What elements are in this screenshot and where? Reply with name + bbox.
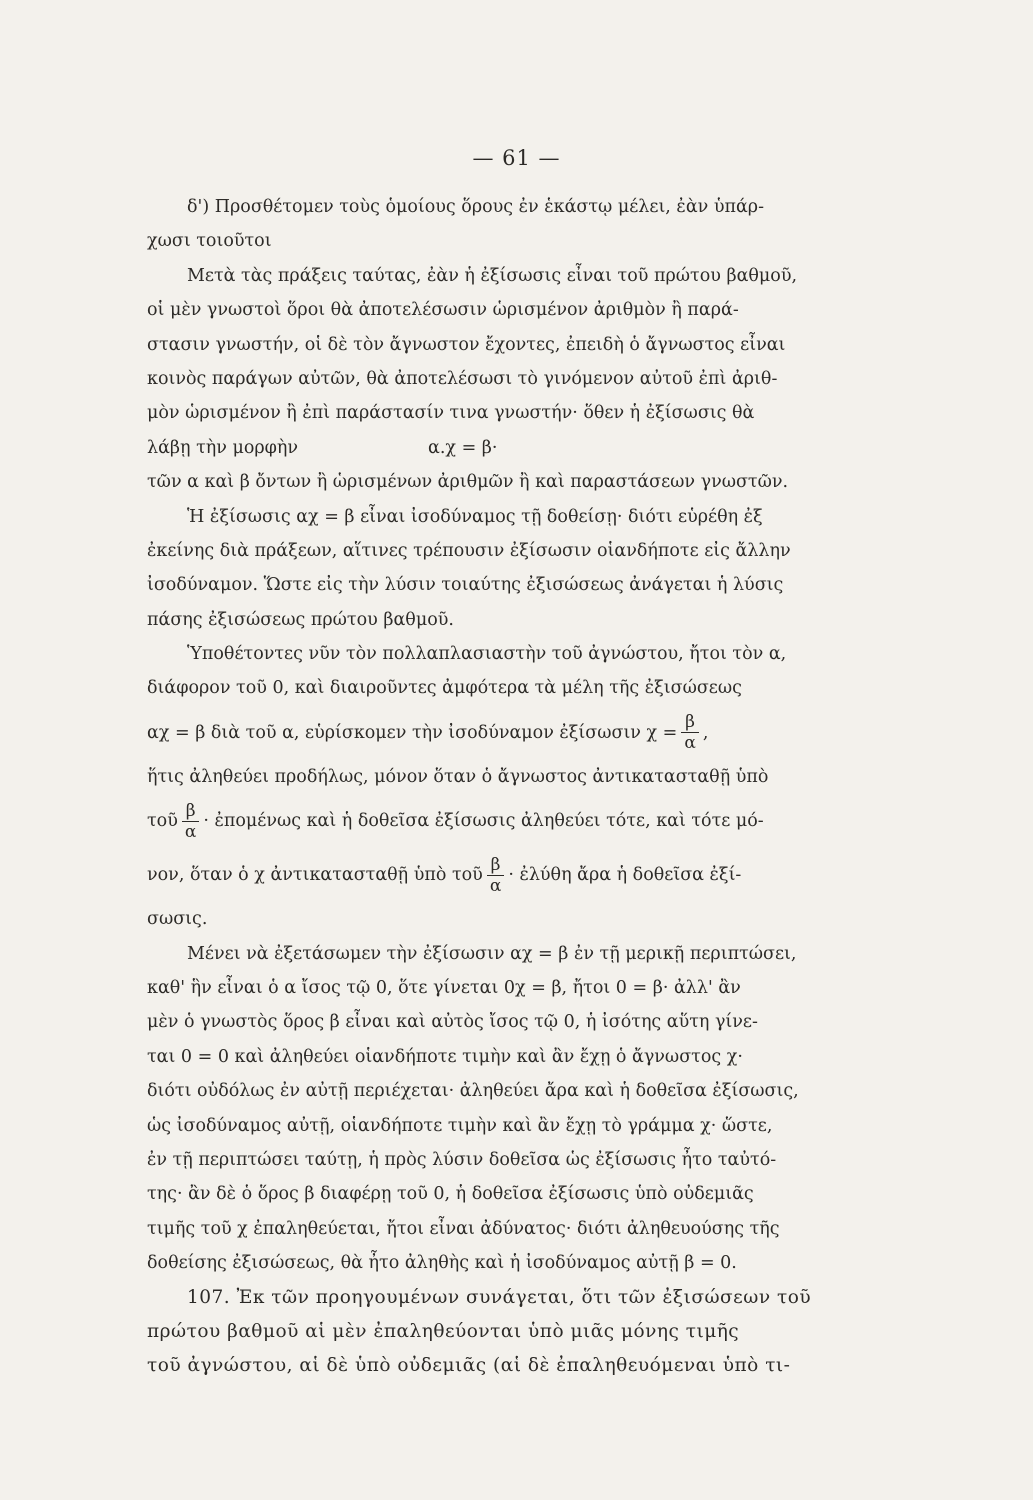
fraction (182, 801, 199, 842)
text-segment: νον, ὅταν ὁ χ ἀντικατασταθῇ ὑπὸ τοῦ (147, 865, 483, 886)
text-line: ὡς ἰσοδύναμος αὐτῇ, οἱανδήποτε τιμὴν καὶ ἂν ἔχῃ τὸ γράμμα χ· ὥστε, (147, 1115, 773, 1136)
fraction-numerator: β (185, 800, 196, 821)
text-line: της· ἂν δὲ ὁ ὅρος β διαφέρῃ τοῦ 0, ἡ δοθεῖσα ἐξίσωσις ὑπὸ οὐδεμιᾶς (147, 1184, 754, 1205)
text-line: Ἡ ἐξίσωσις αχ = β εἶναι ἰσοδύναμος τῇ δοθείσῃ· διότι εὑρέθη ἐξ (187, 506, 763, 527)
text-line (147, 431, 869, 465)
text-line: διάφορον τοῦ 0, καὶ διαιροῦντες ἀμφότερα τὰ μέλη τῆς ἐξισώσεως (147, 678, 742, 699)
text-line: κοινὸς παράγων αὐτῶν, θὰ ἀποτελέσωσι τὸ γινόμενον αὐτοῦ ἐπὶ ἀριθ- (147, 368, 778, 389)
text-line: χωσι τοιοῦτοι (147, 231, 272, 252)
text-segment: · ἐπομένως καὶ ἡ δοθεῖσα ἐξίσωσις ἀληθεύει τότε, καὶ τότε μό- (203, 811, 764, 832)
text-line: Ὑποθέτοντες νῦν τὸν πολλαπλασιαστὴν τοῦ ἀγνώστου, ἤτοι τὸν α, (187, 644, 787, 665)
text-line: πρώτου βαθμοῦ αἱ μὲν ἐπαληθεύονται ὑπὸ μιᾶς μόνης τιμῆς (147, 1320, 740, 1342)
fraction-denominator: α (487, 875, 504, 896)
text-line: Μένει νὰ ἐξετάσωμεν τὴν ἐξίσωσιν αχ = β ἐν τῇ μερικῇ περιπτώσει, (187, 943, 797, 964)
body-text (147, 190, 869, 1384)
text-segment: αχ = β διὰ τοῦ α, εὑρίσκομεν τὴν ἰσοδύναμον ἐξίσωσιν χ = (147, 722, 678, 743)
text-line (147, 794, 869, 848)
text-line: Μετὰ τὰς πράξεις ταύτας, ἐὰν ἡ ἐξίσωσις εἶναι τοῦ πρώτου βαθμοῦ, (187, 265, 798, 286)
text-line: ἐκείνης διὰ πράξεων, αἵτινες τρέπουσιν ἐξίσωσιν οἱανδήποτε εἰς ἄλλην (147, 540, 791, 561)
fraction-denominator: α (182, 821, 199, 842)
text-line: διότι οὐδόλως ἐν αὐτῇ περιέχεται· ἀληθεύει ἄρα καὶ ἡ δοθεῖσα ἐξίσωσις, (147, 1081, 799, 1102)
text-line: δ') Προσθέτομεν τοὺς ὁμοίους ὅρους ἐν ἑκάστῳ μέλει, ἐὰν ὑπάρ- (187, 197, 765, 217)
text-line: τοῦ ἀγνώστου, αἱ δὲ ὑπὸ οὐδεμιᾶς (αἱ δὲ ἐπαληθευόμεναι ὑπὸ τι- (147, 1355, 791, 1377)
page-number: — 61 — (472, 146, 561, 170)
text-line: σωσις. (147, 909, 208, 930)
text-line: τῶν α καὶ β ὄντων ἢ ὡρισμένων ἀριθμῶν ἢ καὶ παραστάσεων γνωστῶν. (147, 472, 789, 493)
fraction-denominator: α (681, 732, 698, 753)
equation: α.χ = β· (428, 437, 498, 458)
text-segment: τοῦ (147, 811, 178, 832)
fraction-numerator: β (490, 854, 501, 875)
text-line: ἐν τῇ περιπτώσει ταύτῃ, ἡ πρὸς λύσιν δοθεῖσα ὡς ἐξίσωσις ἦτο ταὐτό- (147, 1149, 777, 1170)
fraction-numerator: β (685, 712, 695, 733)
text-line: μὸν ὡρισμένον ἢ ἐπὶ παράστασίν τινα γνωστήν· ὅθεν ἡ ἐξίσωσις θὰ (147, 403, 755, 424)
text-line: ἰσοδύναμον. Ὥστε εἰς τὴν λύσιν τοιαύτης ἐξισώσεως ἀνάγεται ἡ λύσις (147, 575, 784, 596)
text-line: ται 0 = 0 καὶ ἀληθεύει οἱανδήποτε τιμὴν καὶ ἂν ἔχῃ ὁ ἄγνωστος χ· (147, 1046, 743, 1067)
text-line: καθ' ἣν εἶναι ὁ α ἴσος τῷ 0, ὅτε γίνεται 0χ = β, ἤτοι 0 = β· ἀλλ' ἂν (147, 978, 741, 999)
text-line (147, 848, 869, 902)
fraction (681, 712, 698, 753)
text-segment: λάβῃ τὴν μορφὴν (147, 437, 299, 458)
fraction (487, 855, 504, 896)
text-line: 107. Ἐκ τῶν προηγουμένων συνάγεται, ὅτι τῶν ἐξισώσεων τοῦ (187, 1286, 812, 1308)
text-line: οἱ μὲν γνωστοὶ ὅροι θὰ ἀποτελέσωσιν ὡρισμένον ἀριθμὸν ἢ παρά- (147, 300, 739, 321)
text-segment: , (702, 722, 709, 743)
text-line: τιμῆς τοῦ χ ἐπαληθεύεται, ἤτοι εἶναι ἀδύνατος· διότι ἀληθευούσης τῆς (147, 1218, 780, 1239)
text-line: δοθείσης ἐξισώσεως, θὰ ἦτο ἀληθὴς καὶ ἡ ἰσοδύναμος αὐτῇ β = 0. (147, 1253, 737, 1274)
text-line: ἥτις ἀληθεύει προδήλως, μόνον ὅταν ὁ ἄγνωστος ἀντικατασταθῇ ὑπὸ (147, 766, 769, 787)
text-segment: · ἐλύθη ἄρα ἡ δοθεῖσα ἐξί- (508, 865, 742, 886)
text-line: στασιν γνωστήν, οἱ δὲ τὸν ἄγνωστον ἔχοντες, ἐπειδὴ ὁ ἄγνωστος εἶναι (147, 334, 786, 355)
text-line (147, 706, 869, 760)
text-line: πάσης ἐξισώσεως πρώτου βαθμοῦ. (147, 609, 454, 630)
text-line: μὲν ὁ γνωστὸς ὅρος β εἶναι καὶ αὐτὸς ἴσος τῷ 0, ἡ ἰσότης αὕτη γίνε- (147, 1012, 758, 1033)
